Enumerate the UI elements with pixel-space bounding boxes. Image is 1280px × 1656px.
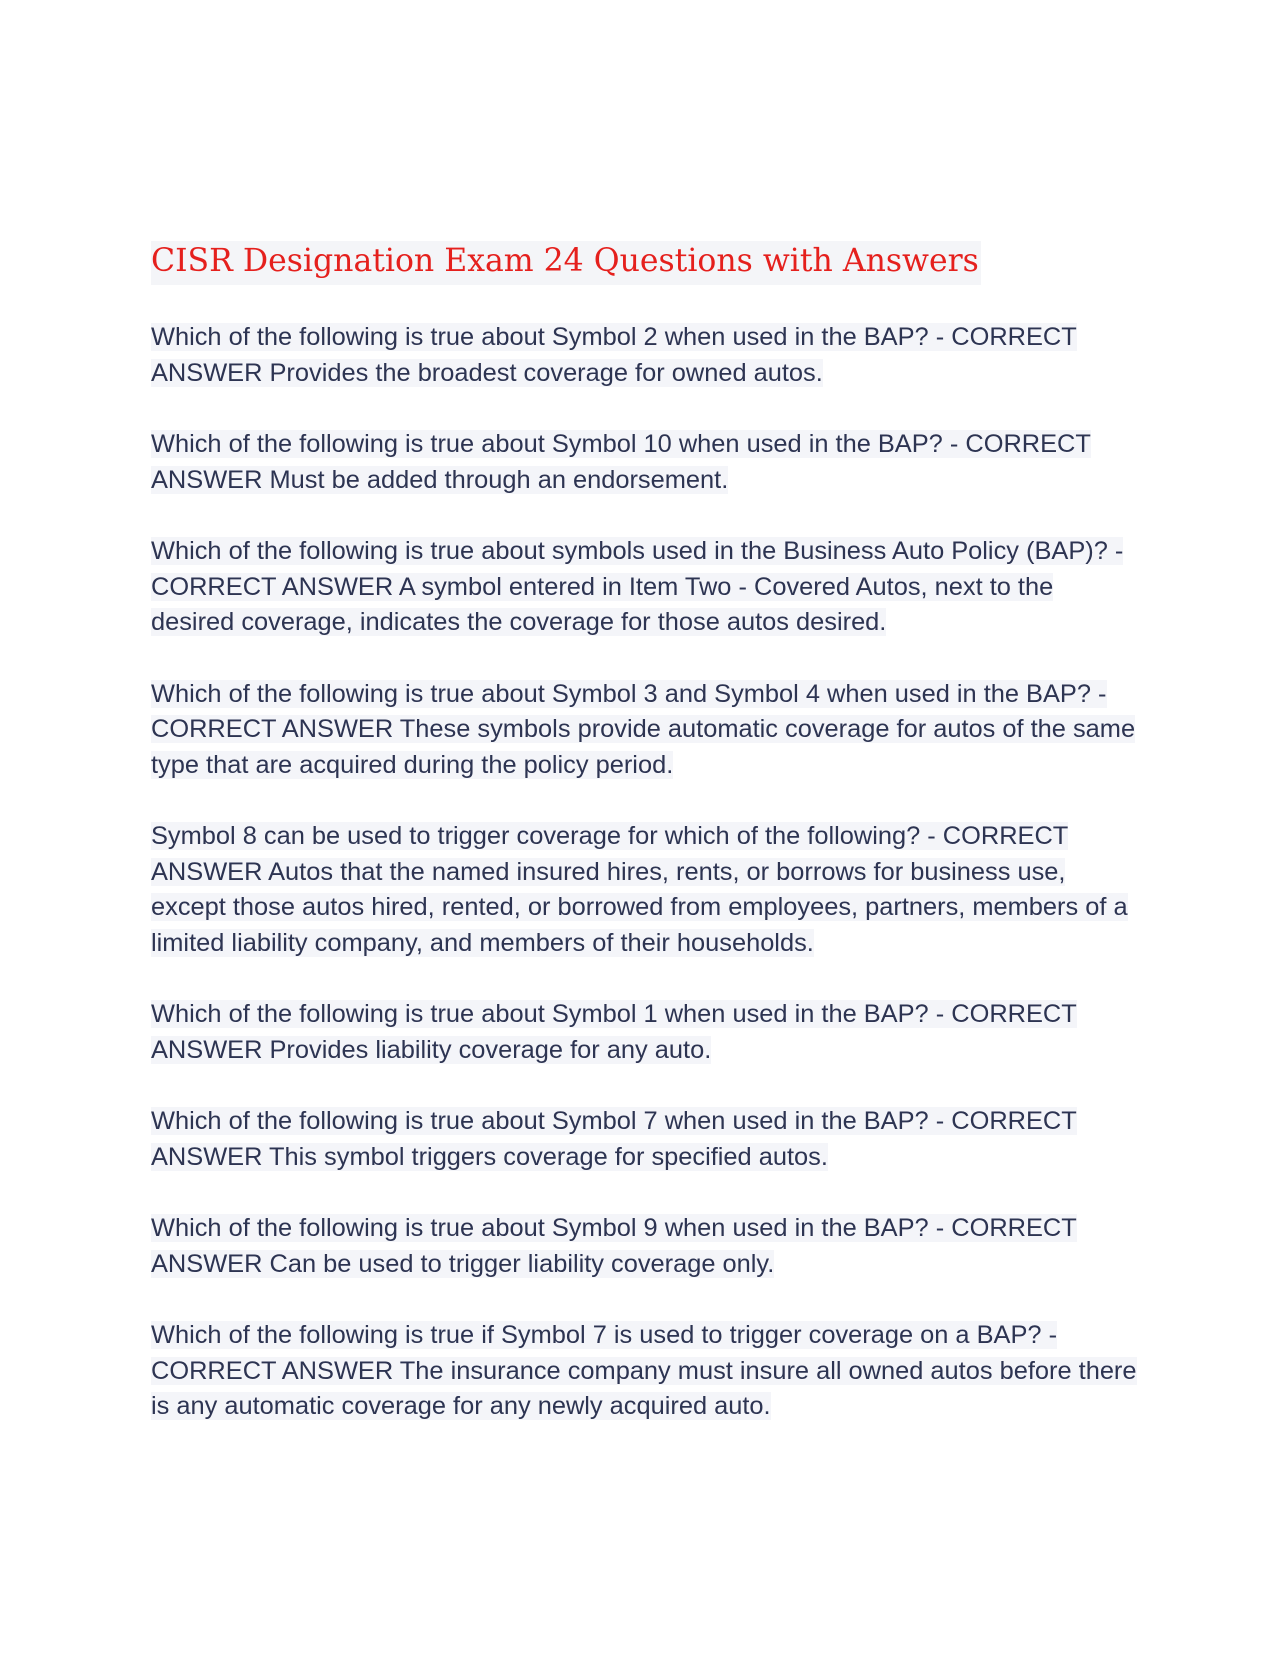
qa-item xyxy=(151,1104,1141,1175)
qa-item xyxy=(151,819,1141,961)
qa-text: Symbol 8 can be used to trigger coverage for which of the following? - CORRECT ANSWER Autos that the named insured hires, rents, or borrows for business use, except those autos hired, rented, or borrowed from employees, partners, members of a limited liability company, and members of their households. xyxy=(151,822,1128,957)
title-block xyxy=(151,236,1141,292)
qa-text: Which of the following is true about Symbol 7 when used in the BAP? - CORRECT ANSWER This symbol triggers coverage for specified autos. xyxy=(151,1107,1077,1171)
qa-item xyxy=(151,1318,1141,1425)
qa-item xyxy=(151,320,1141,391)
qa-item xyxy=(151,1211,1141,1282)
qa-text: Which of the following is true about Symbol 3 and Symbol 4 when used in the BAP? - CORRECT ANSWER These symbols provide automatic coverage for autos of the same type that are acquired during the policy period. xyxy=(151,679,1136,779)
qa-text: Which of the following is true about Symbol 2 when used in the BAP? - CORRECT ANSWER Provides the broadest coverage for owned autos. xyxy=(151,323,1077,387)
qa-text: Which of the following is true about Symbol 9 when used in the BAP? - CORRECT ANSWER Can be used to trigger liability coverage only. xyxy=(151,1214,1077,1278)
qa-item xyxy=(151,677,1141,784)
qa-text: Which of the following is true about Symbol 1 when used in the BAP? - CORRECT ANSWER Provides liability coverage for any auto. xyxy=(151,1000,1077,1064)
qa-text: Which of the following is true if Symbol 7 is used to trigger coverage on a BAP? - CORRECT ANSWER The insurance company must insure all owned autos before there is any automatic coverage for any newly acquired auto. xyxy=(151,1321,1137,1420)
qa-item xyxy=(151,427,1141,498)
document-title: CISR Designation Exam 24 Questions with Answers xyxy=(151,241,981,285)
qa-item xyxy=(151,997,1141,1068)
qa-text: Which of the following is true about symbols used in the Business Auto Policy (BAP)? - CORRECT ANSWER A symbol entered in Item Two - Covered Autos, next to the desired coverage, indicates the coverage for those autos desired. xyxy=(151,537,1124,636)
qa-text: Which of the following is true about Symbol 10 when used in the BAP? - CORRECT ANSWER Must be added through an endorsement. xyxy=(151,430,1091,494)
document-page xyxy=(151,236,1141,1461)
qa-item xyxy=(151,534,1141,641)
